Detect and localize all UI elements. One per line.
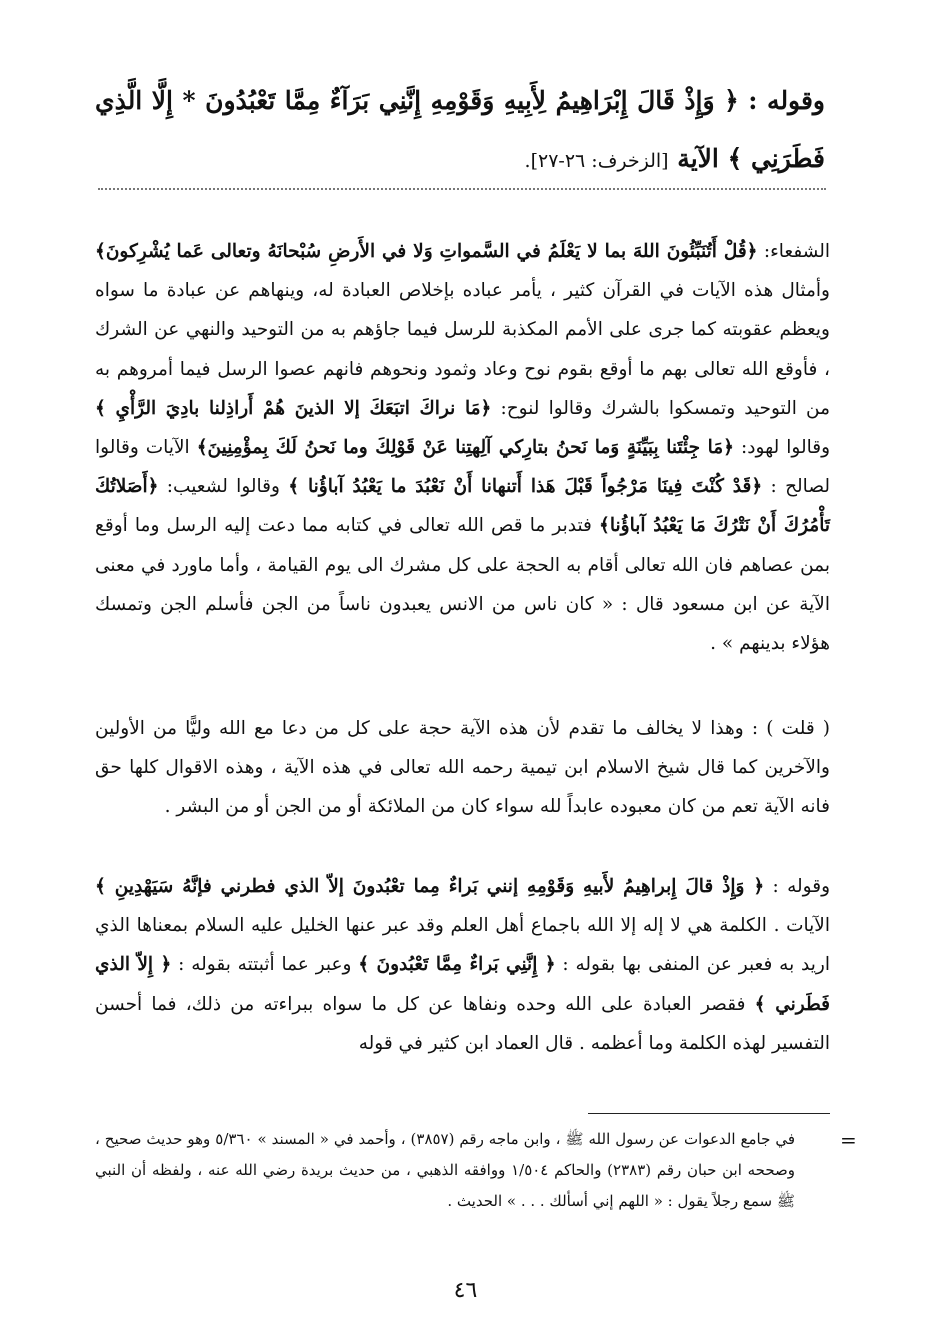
para2-text: ( قلت ) : وهذا لا يخالف ما تقدم لأن هذه الآية حجة على كل من دعا مع الله وليًّا من الأولين والآخرين كما قال شيخ الاسلام ابن تيمية رحمه الله تعالى في هذه الآية ، وهذه الاقوال كلها حق فانه الآية تعم من كان معبوده عابداً لله سواء كان من الملائكة أو من الجن أو من البشر . [95,718,830,818]
paragraph-1 [95,232,830,663]
heading-verse: ﴿ وَإِذْ قَالَ إِبْرَاهِيمُ لِأَبِيهِ وَقَوْمِهِ إِنَّنِي بَرَآءٌ مِمَّا تَعْبُدُونَ * إِلَّا الَّذِي فَطَرَنِي ﴾ [95,86,825,173]
paragraph-2 [95,709,830,827]
heading-intro: وقوله : [738,86,825,115]
footnote [95,1124,795,1217]
para3-text-1: وقوله : [764,876,831,897]
dotted-separator [98,188,826,190]
para1-text-2: وأمثال هذه الآيات في القرآن كثير ، يأمر عباده بإخلاص العبادة له، وينهاهم عن عبادة ما سواه ويعظم عقوبته كما جرى على الأمم المكذبة للرسل فيما جاؤهم به من التوحيد والنهي عن الشرك ، فأوقع الله تعالى بهم ما أوقع بقوم نوح وعاد وثمود ونحوهم فانهم عصوا الرسل فيما أمروهم به من التوحيد وتمسكوا بالشرك وقالوا لنوح: [95,280,831,419]
footnote-text: في جامع الدعوات عن رسول الله ﷺ ، وابن ماجه رقم (٣٨٥٧) ، وأحمد في « المسند » ٥/٣٦٠ وهو حديث صحيح ، وصححه ابن حبان رقم (٢٣٨٣) والحاكم ١/٥٠٤ ووافقه الذهبي ، من حديث بريدة رضي الله عنه ، ولفظه أن النبي ﷺ سمع رجلاً يقول : « اللهم إني أسألك . . . » الحديث . [95,1130,796,1210]
page-number: ٤٦ [453,1278,478,1303]
para1-text-6: فتدبر ما قص الله تعالى في كتابه مما دعت إليه الرسل وما أوقع بمن عصاهم فان الله تعالى أقام به الحجة على كل مشرك الى يوم القيامة ، وأما ماورد في معنى الآية عن ابن مسعود قال : « كان ناس من الانس يعبدون ناساً من الجن فأسلم الجن وتمسك هؤلاء بدينهم » . [95,515,830,655]
para1-text-4: الآيات وقالوا لصالح : [95,437,830,498]
footnote-rule [588,1113,830,1114]
para1-quran-1: ﴿قُلْ أَتُنَبِّئُونَ اللهَ بما لا يَعْلَمُ في السَّمواتِ وَلا في الأَرضِ سُبْحانَهُ وتعالى عَما يُشْرِكونَ﴾ [95,241,758,262]
para3-quran-1: ﴿ وَإِذْ قالَ إِبراهِيمُ لأَبيهِ وَقَوْمِهِ إنني بَراءٌ مِما تعْبُدونَ إلاّ الذي فطرني فإنَّهُ سَيَهْدِينِ ﴾ [95,876,765,897]
para1-text-5: وقالوا لشعيب: [158,476,280,498]
footnote-continuation-mark: = [840,1128,857,1152]
heading-after: الآية [668,144,719,173]
para1-text-1: الشفعاء: [757,241,830,262]
heading-reference: [الزخرف: ٢٦-٢٧]. [524,150,669,172]
para3-text-3: وعبر عما أثبتته بقوله : [171,954,352,976]
verse-heading [95,72,825,190]
para1-quran-3: ﴿مَا جِئْتَنا بِبَيِّنَةٍ وَما نَحنُ بتارِكي آلِهتِنا عَنْ قَوْلِكَ وما نَحنُ لَكَ بِمؤْمِنِينَ﴾ [196,437,735,459]
para3-quran-2: ﴿ إِنَّنِي بَراءٌ مِمَّا تَعْبُدونَ ﴾ [358,954,556,976]
para3-text-2: الآيات . الكلمة هي لا إله إلا الله باجماع أهل العلم وقد عبر عنها الخليل عليه السلام بمعناها الذي اريد به فعبر عن المنفى بها بقوله : [95,915,830,976]
para1-quran-4: ﴿قَدْ كُنْتَ فِينَا مَرْجُواً قَبْلَ هَذا أَتنهانا أَنْ نَعْبُدَ ما يَعْبُدُ آباؤُنا ﴾ [288,476,763,498]
para1-quran-5: ﴿أَصَلاتُكَ تَأْمُرُكَ أَنْ نَتْرُكَ مَا يَعْبُدُ آباؤُنا﴾ [95,476,830,537]
paragraph-3 [95,867,830,1063]
para1-quran-2: ﴿مَا نراكَ اتبَعَكَ إلا الذينَ هُمْ أَراذِلنا بادِيَ الرَّأْيِ ﴾ [95,397,492,419]
para3-quran-3: ﴿ إِلاّ الذي فَطَرني ﴾ [95,954,830,1015]
para1-text-3: وقالوا لهود: [734,437,830,459]
para3-text-4: فقصر العبادة على الله وحده ونفاها عن كل ما سواه ببراءته من ذلك، فما أحسن التفسير لهذه الكلمة وما أعظمه . قال العماد ابن كثير في قوله [95,993,830,1054]
